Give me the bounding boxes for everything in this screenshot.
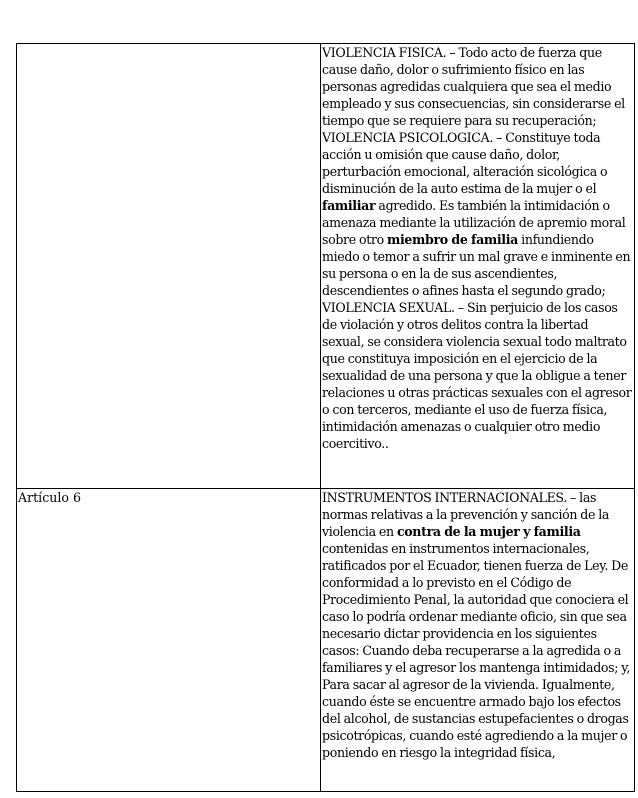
bold-term-miembro-de-familia: miembro de familia [386,232,518,247]
article-text-cell [321,489,635,792]
bold-term-familiar: familiar [322,198,376,213]
text-segment: contenidas en instrumentos internacionales, ratificados por el Ecuador, tienen fuerza de Ley. De conformidad a lo previsto en el Código de Procedimiento Penal, la autoridad que conociera el caso lo podría ordenar mediante oficio, sin que sea necesario dictar providencia en los siguientes casos: Cuando deba recuperarse a la agredida o a familiares y el agresor los mantenga intimidados; y, Para sacar al agresor de la vivienda. Igualmente, cuando éste se encuentre armado bajo los efectos del alcohol, de sustancias estupefacientes o drogas psicotrópicas, cuando esté agrediendo a la mujer o poniendo en riesgo la integridad física, [322,541,631,760]
bold-term-contra-de-la-mujer: contra de la mujer y familia [396,524,581,539]
article-text [322,489,633,761]
text-segment: infundiendo miedo o temor a sufrir un mal grave e inminente en su persona o en la de sus ascendientes, descendientes o afines hasta el segundo grado; VIOLENCIA SEXUAL. – Sin perjuicio de los casos de violación y otros delitos contra la libertad sexual, se considera violencia sexual todo maltrato que constituya imposición en el ejercicio de la sexualidad de una persona y que la obligue a tener relaciones u otras prácticas sexuales con el agresor o con terceros, mediante el uso de fuerza física, intimidación amenazas o cualquier otro medio coercitivo.. [322,232,632,451]
article-label-cell [17,489,321,792]
article-label-cell [17,44,321,489]
article-text-cell [321,44,635,489]
text-segment: VIOLENCIA FISICA. – Todo acto de fuerza que cause daño, dolor o sufrimiento físico en las personas agredidas cualquiera que sea el medio empleado y sus consecuencias, sin considerarse el tiempo que se requiere para su recuperación; VIOLENCIA PSICOLOGICA. – Constituye toda acción u omisión que cause daño, dolor, perturbación emocional, alteración sicológica o disminución de la auto estima de la mujer o el [322,45,625,196]
text-segment: agredido. Es también la intimidación o amenaza mediante la utilización de apremio moral sobre otro [322,198,626,247]
article-label: Artículo 6 [18,490,81,505]
table-row [17,489,635,792]
text-segment: INSTRUMENTOS INTERNACIONALES. – las normas relativas a la prevención y sanción de la violencia en [322,490,610,539]
table-row [17,44,635,489]
article-text [322,44,633,452]
law-articles-table [16,43,635,792]
